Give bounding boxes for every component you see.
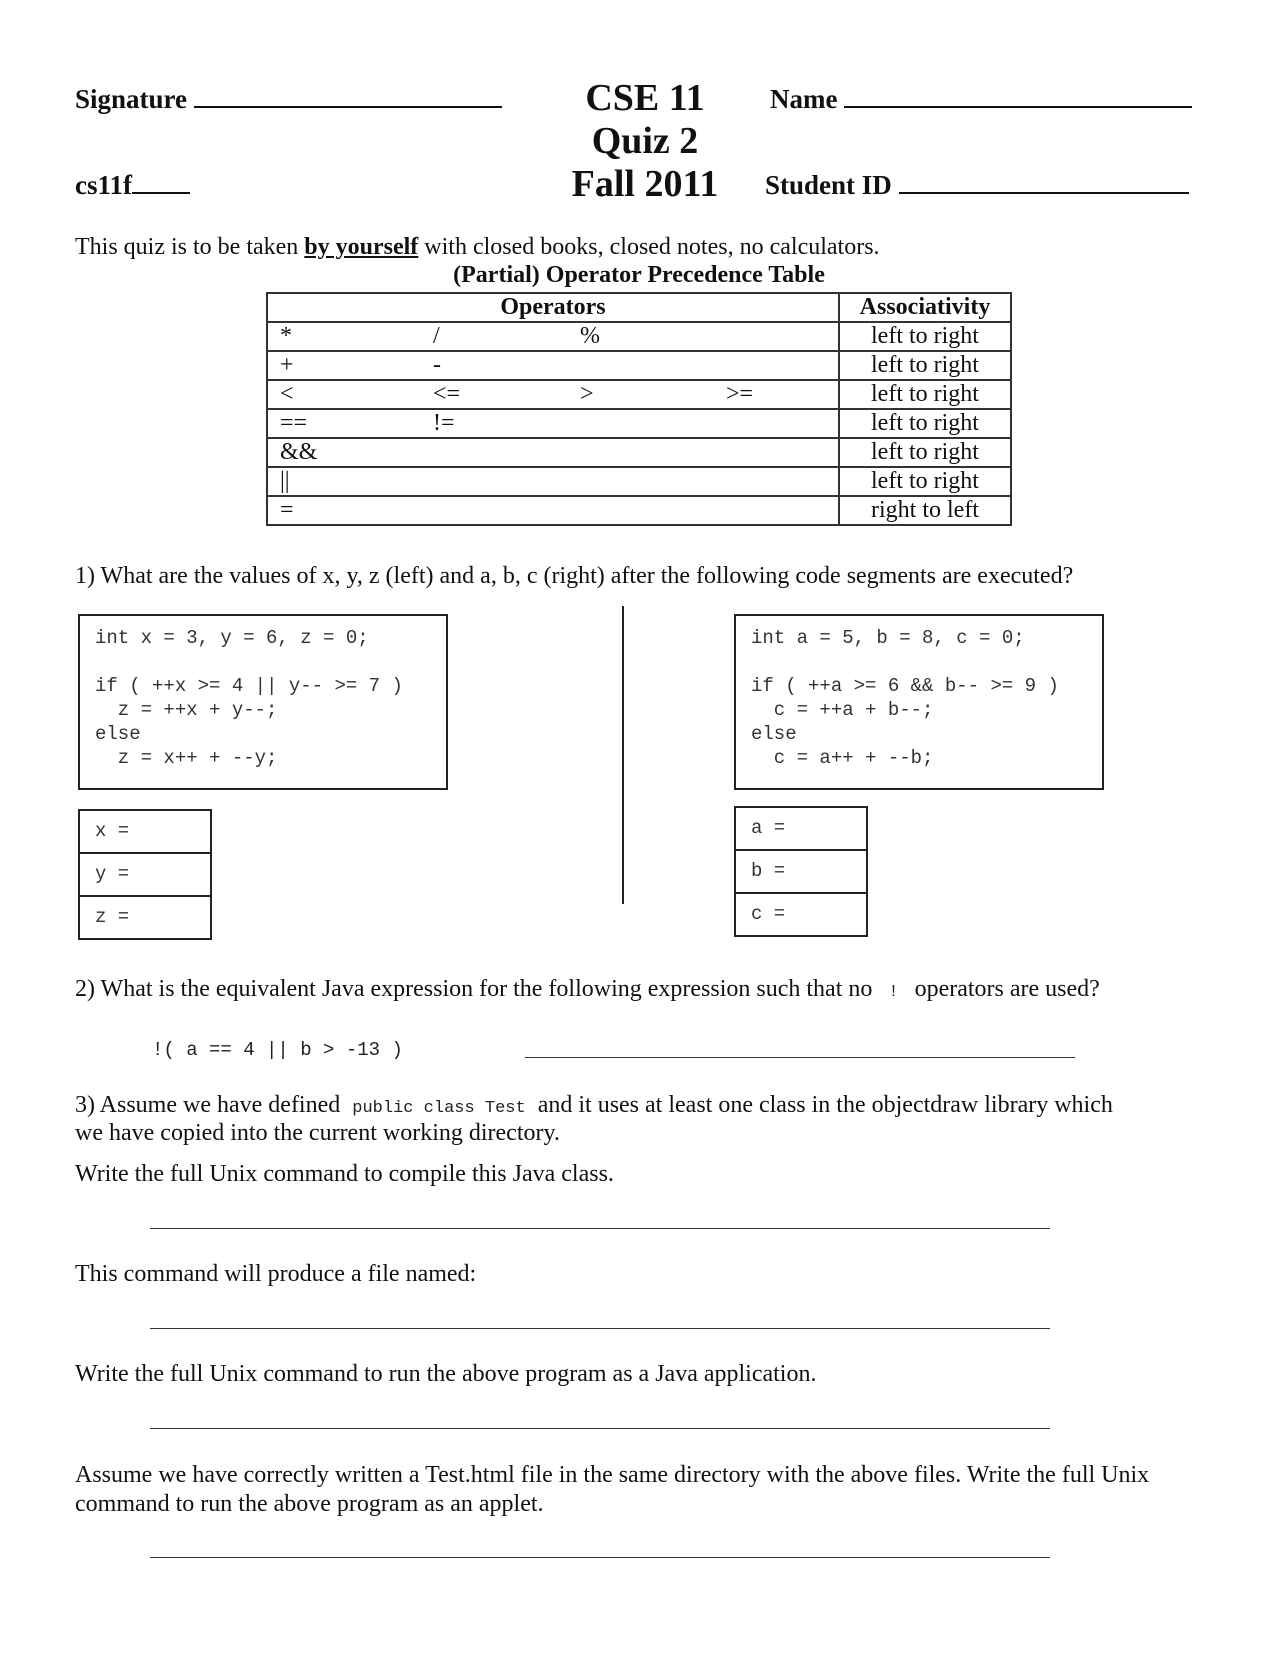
right-code: int a = 5, b = 8, c = 0; if ( ++a >= 6 && b-- >= 9 ) c = ++a + b--; else c = a++ + --b; [751, 627, 1059, 769]
precedence-row [267, 322, 1011, 351]
answer-a[interactable]: a = [736, 808, 866, 851]
associativity-cell: left to right [839, 380, 1011, 409]
login-label: cs11f [75, 170, 132, 200]
q3-prompt-mid: and it uses at least one class in the objectdraw library which [531, 1092, 1113, 1118]
precedence-row [267, 467, 1011, 496]
intro-text-end: with closed books, closed notes, no calculators. [418, 234, 880, 260]
intro-text: This quiz is to be taken [75, 234, 305, 260]
associativity-cell: left to right [839, 351, 1011, 380]
signature-field [75, 82, 502, 115]
precedence-row [267, 409, 1011, 438]
q2-prompt [75, 976, 1100, 1003]
student-id-field [765, 168, 1189, 201]
operator-symbol: || [280, 468, 290, 494]
q2-expression: !( a == 4 || b > -13 ) [152, 1039, 403, 1061]
answer-b[interactable]: b = [736, 851, 866, 894]
signature-blank[interactable] [194, 82, 502, 108]
q1-prompt: 1) What are the values of x, y, z (left) and a, b, c (right) after the following code segments are executed? [75, 563, 1074, 589]
q3-code: public class Test [352, 1099, 526, 1118]
operator-symbol: = [280, 497, 294, 523]
precedence-table [266, 292, 1012, 526]
precedence-row [267, 380, 1011, 409]
answer-x[interactable]: x = [80, 811, 210, 854]
operators-cell [267, 467, 839, 496]
associativity-cell: left to right [839, 438, 1011, 467]
left-code: int x = 3, y = 6, z = 0; if ( ++x >= 4 || y-- >= 7 ) z = ++x + y--; else z = x++ + --y; [95, 627, 403, 769]
run-answer-line[interactable] [150, 1428, 1050, 1429]
answer-y[interactable]: y = [80, 854, 210, 897]
q3-prompt-line2: we have copied into the current working directory. [75, 1120, 560, 1146]
col-operators: Operators [267, 293, 839, 322]
associativity-cell: right to left [839, 496, 1011, 525]
q3-prompt-text: 3) Assume we have defined [75, 1092, 347, 1118]
right-answer-box [734, 806, 868, 937]
q3-prompt [75, 1092, 1235, 1119]
student-id-blank[interactable] [899, 168, 1189, 194]
operator-symbol: - [433, 352, 441, 378]
operator-symbol: != [433, 410, 455, 436]
instructions [75, 234, 880, 261]
file-prompt: This command will produce a file named: [75, 1261, 477, 1287]
operators-cell [267, 438, 839, 467]
student-id-label: Student ID [765, 170, 892, 200]
answer-c[interactable]: c = [751, 903, 786, 925]
applet-prompt-line1: Assume we have correctly written a Test.html file in the same directory with the above files. Write the full Unix [75, 1462, 1150, 1488]
operators-cell [267, 322, 839, 351]
intro-emphasis: by yourself [304, 234, 419, 260]
left-code-box [78, 614, 448, 790]
operators-cell [267, 496, 839, 525]
operator-symbol: * [280, 323, 292, 349]
operator-symbol: % [580, 323, 600, 349]
precedence-row [267, 496, 1011, 525]
q2-answer-line[interactable] [525, 1057, 1075, 1058]
left-answer-box [78, 809, 212, 940]
applet-prompt-line2: command to run the above program as an applet. [75, 1491, 544, 1517]
name-blank[interactable] [844, 82, 1192, 108]
operators-cell [267, 351, 839, 380]
quiz-title: Quiz 2 [591, 120, 699, 162]
operator-symbol: == [280, 410, 308, 436]
name-field [770, 82, 1192, 115]
precedence-row [267, 438, 1011, 467]
divider-line [622, 606, 624, 904]
name-label: Name [770, 84, 838, 114]
compile-prompt: Write the full Unix command to compile this Java class. [75, 1161, 614, 1187]
run-prompt: Write the full Unix command to run the above program as a Java application. [75, 1361, 817, 1387]
operator-symbol: > [580, 381, 594, 407]
operators-cell [267, 380, 839, 409]
answer-z[interactable]: z = [95, 906, 130, 928]
precedence-row [267, 351, 1011, 380]
signature-label: Signature [75, 84, 188, 114]
table-caption: (Partial) Operator Precedence Table [453, 262, 825, 288]
file-answer-line[interactable] [150, 1328, 1050, 1329]
associativity-cell: left to right [839, 409, 1011, 438]
operators-cell [267, 409, 839, 438]
login-blank[interactable] [132, 168, 190, 194]
operator-symbol: <= [433, 381, 461, 407]
q2-operator: ! [888, 983, 899, 1002]
operator-symbol: + [280, 352, 294, 378]
associativity-cell: left to right [839, 322, 1011, 351]
compile-answer-line[interactable] [150, 1228, 1050, 1229]
applet-answer-line[interactable] [150, 1557, 1050, 1558]
right-code-box [734, 614, 1104, 790]
term-title: Fall 2011 [571, 163, 719, 205]
operator-symbol: / [433, 323, 440, 349]
col-associativity: Associativity [839, 293, 1011, 322]
q2-prompt-end: operators are used? [908, 976, 1100, 1002]
course-title: CSE 11 [585, 77, 705, 119]
login-field [75, 168, 190, 201]
associativity-cell: left to right [839, 467, 1011, 496]
operator-symbol: && [280, 439, 318, 465]
q2-prompt-text: 2) What is the equivalent Java expression for the following expression such that no [75, 976, 879, 1002]
operator-symbol: < [280, 381, 294, 407]
operator-symbol: >= [726, 381, 754, 407]
